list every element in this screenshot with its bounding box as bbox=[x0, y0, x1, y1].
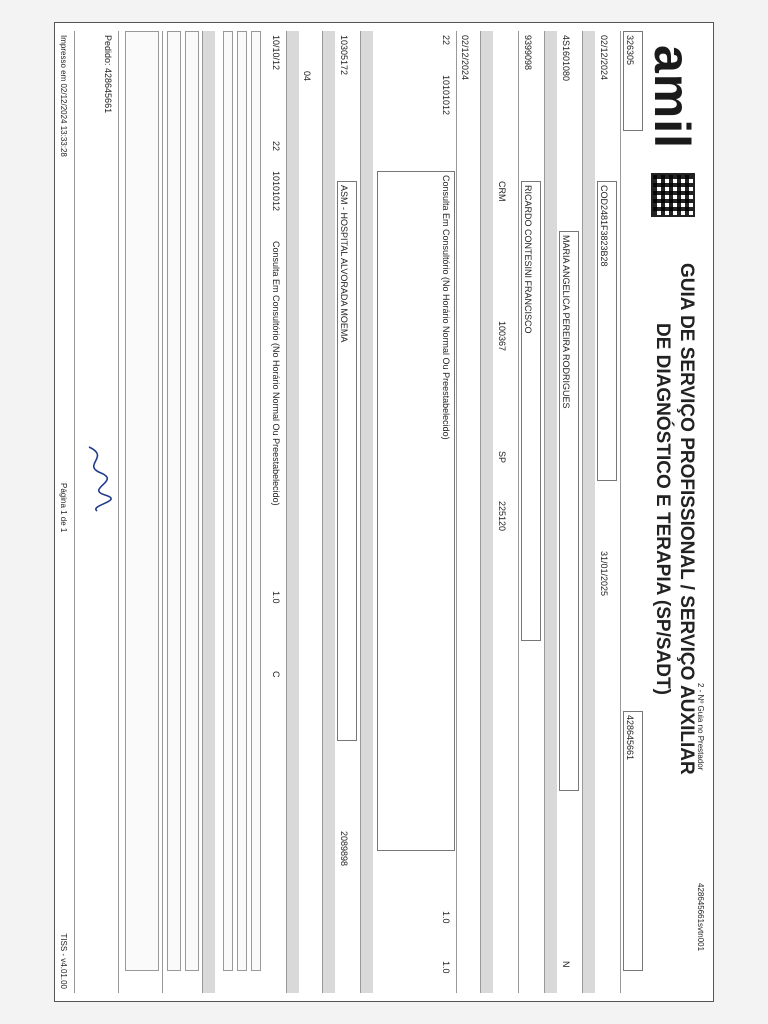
numero-conselho-value: 100367 bbox=[497, 321, 507, 352]
profissional-solicitante-value: RICARDO CONTESINI FRANCISCO bbox=[523, 185, 533, 334]
codigo-operadora-value: 9399098 bbox=[523, 35, 533, 71]
qtd-execucao-value: 1.0 bbox=[271, 591, 281, 604]
profissionais-line-2 bbox=[167, 31, 181, 971]
amil-logo: amil bbox=[644, 45, 700, 150]
signature-icon bbox=[79, 443, 115, 513]
codigo-procedimento-execucao-value: 10101012 bbox=[271, 171, 281, 212]
section-executante bbox=[360, 31, 373, 993]
via-value: C bbox=[271, 671, 281, 678]
nome-contratado-value: ASM - HOSPITAL ALVORADA MOEMA bbox=[339, 185, 349, 343]
row-atendimento bbox=[298, 31, 323, 993]
codigo-procedimento-value: 10101012 bbox=[441, 75, 451, 116]
registro-ans-value: 326305 bbox=[625, 35, 635, 66]
atendimento-rn-value: N bbox=[561, 961, 571, 968]
section-procedimentos-solicitados bbox=[480, 31, 493, 993]
sadt-form bbox=[54, 22, 714, 1002]
guia-prestador-number: 428645661svtn001 bbox=[696, 883, 705, 952]
nome-beneficiario-value: MARIA ANGELICA PEREIRA RODRIGUES bbox=[561, 235, 571, 409]
profissionais-line-1 bbox=[185, 31, 199, 971]
tabela-value: 22 bbox=[441, 35, 451, 46]
tipo-atendimento-value: 04 bbox=[302, 71, 312, 82]
row-procedimento-executado bbox=[214, 31, 287, 993]
validade-senha-value: 31/01/2025 bbox=[599, 551, 609, 597]
page-number: Página 1 de 1 bbox=[59, 483, 68, 533]
row-profissionais bbox=[162, 31, 203, 993]
row-executante bbox=[334, 31, 361, 993]
qr-code-icon bbox=[651, 173, 695, 217]
data-solicitacao-value: 02/12/2024 bbox=[460, 35, 470, 81]
row-procedimento-solicitado bbox=[372, 31, 457, 993]
codigo-cnes-value: 2089898 bbox=[339, 831, 349, 867]
descricao-execucao-value: Consulta Em Consultório (No Horário Normal Ou Preestabelecido) bbox=[271, 241, 281, 506]
guia-prestador-label: 2 - Nº Guia no Prestador bbox=[696, 683, 705, 771]
row-conselho bbox=[492, 31, 519, 993]
data-execucao-value: 10/10/12 bbox=[271, 35, 281, 71]
form-title-line2: DE DIAGNÓSTICO E TERAPIA (SP/SADT) bbox=[652, 323, 673, 695]
senha-value: COD2481F3823B28 bbox=[599, 185, 609, 267]
pedido-value: Pedido: 428645661 bbox=[103, 35, 113, 114]
uf-value: SP bbox=[497, 451, 507, 464]
qtd-solicitada-value: 1.0 bbox=[441, 911, 451, 924]
numero-guia-operadora-value: 428645661 bbox=[625, 715, 635, 761]
section-solicitante bbox=[544, 31, 557, 993]
section-beneficiario bbox=[582, 31, 595, 993]
conselho-value: CRM bbox=[497, 181, 507, 202]
descricao-value: Consulta Em Consultório (No Horário Normal Ou Preestabelecido) bbox=[441, 175, 451, 440]
section-atendimento bbox=[322, 31, 335, 993]
row-contratado-solicitante bbox=[518, 31, 545, 993]
execucao-line-3 bbox=[237, 31, 247, 971]
tiss-version: TISS - v4.01.00 bbox=[59, 933, 68, 989]
codigo-cbo-value: 225120 bbox=[497, 501, 507, 532]
numero-carteira-value: 4S1601080 bbox=[561, 35, 571, 82]
impresso-em: Impresso em 02/12/2024 13:33:28 bbox=[59, 35, 68, 157]
row-totais bbox=[118, 31, 163, 993]
row-beneficiario bbox=[556, 31, 583, 993]
totais-box bbox=[125, 31, 159, 971]
execucao-line-2 bbox=[251, 31, 261, 971]
qtd-autorizada-value: 1.0 bbox=[441, 961, 451, 974]
section-profissionais bbox=[202, 31, 215, 993]
tabela-execucao-value: 22 bbox=[271, 141, 281, 152]
section-procedimentos-executados bbox=[286, 31, 299, 993]
execucao-line-4 bbox=[223, 31, 233, 971]
form-title-line1: GUIA DE SERVIÇO PROFISSIONAL / SERVIÇO AUXILIAR bbox=[676, 263, 697, 775]
row-solicitacao bbox=[456, 31, 481, 993]
data-autorizacao-value: 02/12/2024 bbox=[599, 35, 609, 81]
row-autorizacao bbox=[594, 31, 621, 993]
codigo-executante-value: 10305172 bbox=[339, 35, 349, 76]
row-identificacao bbox=[620, 31, 647, 993]
